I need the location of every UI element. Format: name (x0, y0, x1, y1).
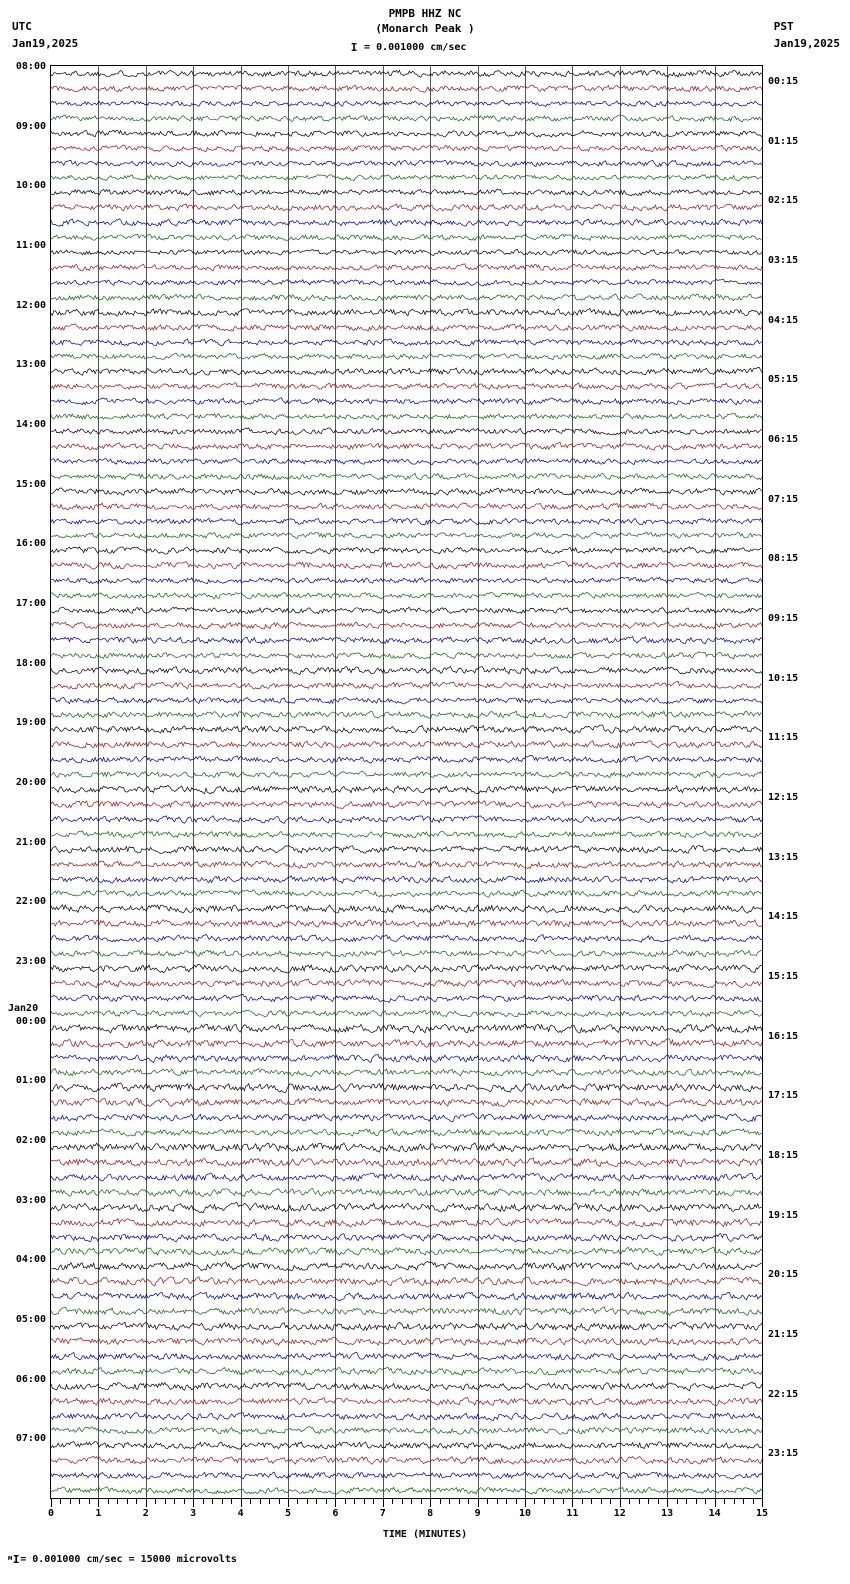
trace-row (51, 931, 762, 946)
hour-label-pst: 05:15 (768, 374, 799, 386)
x-tick-minor (174, 1499, 175, 1504)
trace-row (51, 722, 762, 737)
trace-row (51, 454, 762, 469)
x-tick-minor (639, 1499, 640, 1504)
footer-text: = 0.001000 cm/sec = 15000 microvolts (20, 1554, 237, 1565)
trace-row (51, 1170, 762, 1185)
x-tick-minor (79, 1499, 80, 1504)
hour-label-utc: 17:00 (15, 598, 46, 609)
trace-row (51, 797, 762, 812)
hour-label-pst: 16:15 (768, 1030, 799, 1042)
trace-row (51, 484, 762, 499)
x-tick-label: 9 (474, 1508, 481, 1519)
x-tick-minor (279, 1499, 280, 1504)
hour-label-utc: 20:00 (15, 777, 46, 788)
trace-row (51, 170, 762, 185)
trace-row (51, 394, 762, 409)
left-date-label: Jan19,2025 (12, 37, 79, 50)
trace-row (51, 305, 762, 320)
x-tick-minor (307, 1499, 308, 1504)
trace-row (51, 514, 762, 529)
hour-label-pst: 15:15 (768, 970, 799, 982)
trace-row (51, 961, 762, 976)
x-tick-label: 5 (284, 1508, 292, 1519)
right-date-label: Jan19,2025 (773, 37, 840, 50)
hour-label-utc: 18:00 (15, 657, 46, 669)
trace-row (51, 424, 762, 439)
trace-row (51, 1468, 762, 1483)
hour-label-pst: 20:15 (768, 1269, 799, 1281)
x-tick-minor (402, 1499, 403, 1504)
x-tick-major (193, 1499, 194, 1507)
trace-row (51, 215, 762, 230)
trace-row (51, 1304, 762, 1319)
footer-mark-icon: м (8, 1554, 13, 1562)
x-tick-minor (165, 1499, 166, 1504)
x-tick-minor (601, 1499, 602, 1504)
x-tick-minor (89, 1499, 90, 1504)
trace-row (51, 185, 762, 200)
left-timezone-label: UTC (12, 20, 32, 33)
x-tick-minor (686, 1499, 687, 1504)
trace-row (51, 886, 762, 901)
x-tick-minor (203, 1499, 204, 1504)
hour-label-pst: 21:15 (768, 1328, 799, 1340)
trace-row (51, 1095, 762, 1110)
x-tick-minor (629, 1499, 630, 1504)
x-tick-minor (212, 1499, 213, 1504)
x-tick-minor (440, 1499, 441, 1504)
hour-label-pst: 11:15 (768, 732, 799, 744)
hour-label-utc: 23:00 (15, 956, 46, 967)
trace-row (51, 290, 762, 305)
x-tick-major (146, 1499, 147, 1507)
footer-scale-note (8, 1553, 237, 1566)
x-tick-label: 3 (190, 1508, 197, 1519)
x-tick-minor (497, 1499, 498, 1504)
x-tick-label: 6 (332, 1508, 339, 1519)
trace-row (51, 245, 762, 260)
x-tick-minor (411, 1499, 412, 1504)
hour-label-utc: 13:00 (15, 359, 46, 371)
x-tick-minor (743, 1499, 744, 1504)
trace-row (51, 499, 762, 514)
hour-label-utc: 21:00 (15, 836, 46, 848)
hour-label-utc: 01:00 (15, 1075, 46, 1087)
trace-row (51, 335, 762, 350)
x-tick-label: 1 (95, 1508, 102, 1519)
x-tick-minor (582, 1499, 583, 1504)
hour-label-utc: 03:00 (15, 1194, 46, 1206)
trace-row (51, 469, 762, 484)
x-tick-major (335, 1499, 336, 1507)
x-tick-minor (222, 1499, 223, 1504)
trace-row (51, 767, 762, 782)
trace-row (51, 976, 762, 991)
trace-row (51, 200, 762, 215)
trace-row (51, 1200, 762, 1215)
x-tick-major (51, 1499, 52, 1507)
x-tick-major (98, 1499, 99, 1507)
x-tick-minor (345, 1499, 346, 1504)
trace-row (51, 1349, 762, 1364)
x-tick-label: 14 (708, 1508, 721, 1519)
trace-row (51, 1334, 762, 1349)
x-tick-major (620, 1499, 621, 1507)
hour-label-pst: 18:15 (768, 1149, 799, 1161)
x-tick-minor (117, 1499, 118, 1504)
trace-row (51, 1409, 762, 1424)
x-tick-label: 12 (613, 1508, 626, 1519)
trace-row (51, 946, 762, 961)
trace-row (51, 81, 762, 96)
hour-label-utc: 16:00 (15, 538, 46, 550)
x-tick-minor (364, 1499, 365, 1504)
hour-label-pst: 14:15 (768, 911, 799, 923)
x-tick-minor (269, 1499, 270, 1504)
station-name-label: (Monarch Peak ) (375, 22, 475, 35)
x-tick-minor (534, 1499, 535, 1504)
trace-row (51, 1110, 762, 1125)
trace-row (51, 752, 762, 767)
hour-label-utc: 19:00 (15, 717, 46, 729)
hour-label-utc: 07:00 (15, 1433, 46, 1445)
trace-row (51, 126, 762, 141)
trace-row (51, 1379, 762, 1394)
scale-legend (350, 41, 466, 54)
x-tick-minor (696, 1499, 697, 1504)
x-tick-minor (70, 1499, 71, 1504)
trace-row (51, 1185, 762, 1200)
hour-label-utc: 15:00 (15, 478, 46, 490)
x-tick-minor (753, 1499, 754, 1504)
trace-row (51, 1140, 762, 1155)
x-tick-minor (468, 1499, 469, 1504)
trace-row (51, 320, 762, 335)
station-channel-label: PMPB HHZ NC (388, 7, 462, 20)
x-tick-minor (231, 1499, 232, 1504)
header-right (774, 18, 840, 52)
x-tick-minor (250, 1499, 251, 1504)
x-tick-major (762, 1499, 763, 1507)
trace-row (51, 737, 762, 752)
scale-legend-text: = 0.001000 cm/sec (364, 42, 467, 53)
hour-label-pst: 02:15 (768, 195, 799, 207)
x-tick-major (525, 1499, 526, 1507)
trace-row (51, 96, 762, 111)
hour-label-pst: 06:15 (768, 433, 799, 445)
x-tick-major (430, 1499, 431, 1507)
trace-row (51, 573, 762, 588)
trace-row (51, 230, 762, 245)
x-axis (47, 1499, 769, 1519)
scale-bar-icon: I (350, 41, 358, 54)
hour-label-utc: 06:00 (15, 1373, 46, 1385)
x-tick-major (478, 1499, 479, 1507)
trace-row (51, 1483, 762, 1498)
hour-label-pst: 10:15 (768, 672, 799, 684)
trace-row (51, 827, 762, 842)
x-tick-minor (734, 1499, 735, 1504)
trace-row (51, 528, 762, 543)
hour-label-utc: 12:00 (15, 299, 46, 311)
x-tick-major (667, 1499, 668, 1507)
x-tick-label: 8 (427, 1508, 434, 1519)
x-tick-minor (677, 1499, 678, 1504)
header-center (0, 6, 850, 36)
hour-label-pst: 09:15 (768, 612, 799, 624)
trace-row (51, 275, 762, 290)
x-tick-minor (658, 1499, 659, 1504)
trace-row (51, 663, 762, 678)
trace-row (51, 1125, 762, 1140)
hour-label-pst: 00:15 (768, 75, 799, 87)
x-tick-major (241, 1499, 242, 1507)
x-tick-minor (316, 1499, 317, 1504)
trace-row (51, 842, 762, 857)
x-tick-minor (459, 1499, 460, 1504)
hour-label-pst: 19:15 (768, 1209, 799, 1221)
trace-row (51, 916, 762, 931)
trace-row (51, 1215, 762, 1230)
trace-row (51, 543, 762, 558)
x-tick-label: 2 (142, 1508, 149, 1519)
x-tick-minor (184, 1499, 185, 1504)
x-tick-label: 15 (755, 1508, 769, 1519)
trace-row (51, 1274, 762, 1289)
trace-row (51, 364, 762, 379)
seismogram-plot (50, 65, 763, 1499)
x-tick-minor (563, 1499, 564, 1504)
hour-label-pst: 07:15 (768, 493, 799, 505)
x-tick-label: 0 (47, 1508, 55, 1519)
x-tick-minor (373, 1499, 374, 1504)
x-tick-minor (421, 1499, 422, 1504)
trace-row (51, 857, 762, 872)
trace-row (51, 1364, 762, 1379)
x-tick-label: 7 (379, 1508, 386, 1519)
trace-row (51, 1259, 762, 1274)
trace-row (51, 707, 762, 722)
trace-row (51, 66, 762, 81)
x-tick-label: 10 (518, 1508, 532, 1519)
trace-row (51, 1021, 762, 1036)
x-tick-minor (60, 1499, 61, 1504)
trace-row (51, 812, 762, 827)
hour-label-pst: 22:15 (768, 1388, 799, 1400)
trace-row (51, 588, 762, 603)
trace-row (51, 1423, 762, 1438)
trace-row (51, 1230, 762, 1245)
hour-label-pst: 01:15 (768, 135, 799, 147)
trace-row (51, 1289, 762, 1304)
x-tick-minor (648, 1499, 649, 1504)
x-tick-minor (724, 1499, 725, 1504)
x-tick-minor (354, 1499, 355, 1504)
hour-label-pst: 08:15 (768, 553, 799, 565)
hour-label-utc: 22:00 (15, 896, 46, 908)
trace-row (51, 1051, 762, 1066)
trace-row (51, 1036, 762, 1051)
x-tick-minor (544, 1499, 545, 1504)
x-tick-major (288, 1499, 289, 1507)
hour-label-utc: 05:00 (15, 1314, 46, 1325)
x-tick-major (572, 1499, 573, 1507)
x-axis-title: TIME (MINUTES) (382, 1529, 468, 1540)
hour-label-utc: 11:00 (15, 240, 46, 251)
trace-row (51, 439, 762, 454)
hour-label-utc: 02:00 (15, 1135, 46, 1146)
x-tick-minor (108, 1499, 109, 1504)
trace-row (51, 260, 762, 275)
trace-row (51, 618, 762, 633)
x-tick-minor (449, 1499, 450, 1504)
trace-row (51, 1244, 762, 1259)
x-tick-minor (155, 1499, 156, 1504)
x-tick-minor (506, 1499, 507, 1504)
x-tick-minor (610, 1499, 611, 1504)
trace-row (51, 603, 762, 618)
x-tick-minor (136, 1499, 137, 1504)
x-tick-minor (260, 1499, 261, 1504)
trace-row (51, 1394, 762, 1409)
trace-row (51, 141, 762, 156)
trace-row (51, 111, 762, 126)
day-break-label: Jan20 (8, 1002, 39, 1014)
trace-row (51, 782, 762, 797)
x-tick-minor (127, 1499, 128, 1504)
trace-row (51, 693, 762, 708)
trace-row (51, 1319, 762, 1334)
hour-label-utc: 04:00 (15, 1254, 46, 1266)
trace-row (51, 1453, 762, 1468)
trace-row (51, 1080, 762, 1095)
hour-label-utc: 10:00 (15, 180, 46, 192)
trace-row (51, 409, 762, 424)
x-tick-minor (553, 1499, 554, 1504)
x-tick-major (383, 1499, 384, 1507)
trace-row (51, 558, 762, 573)
x-tick-minor (516, 1499, 517, 1504)
hour-label-pst: 12:15 (768, 791, 799, 803)
trace-row (51, 991, 762, 1006)
hour-label-pst: 23:15 (768, 1448, 799, 1460)
trace-row (51, 1065, 762, 1080)
x-tick-minor (326, 1499, 327, 1504)
hour-label-pst: 13:15 (768, 851, 799, 863)
hour-label-utc: 09:00 (15, 120, 46, 132)
trace-row (51, 379, 762, 394)
x-tick-minor (705, 1499, 706, 1504)
trace-row (51, 678, 762, 693)
hour-label-pst: 03:15 (768, 254, 799, 266)
trace-row (51, 1006, 762, 1021)
hour-label-utc: 08:00 (15, 61, 46, 72)
hour-label-pst: 04:15 (768, 314, 799, 326)
trace-row (51, 349, 762, 364)
x-tick-major (715, 1499, 716, 1507)
x-tick-minor (392, 1499, 393, 1504)
trace-row (51, 1155, 762, 1170)
x-tick-label: 11 (566, 1508, 579, 1519)
footer-bar-icon: I (12, 1553, 20, 1566)
x-tick-minor (591, 1499, 592, 1504)
x-tick-label: 13 (661, 1508, 674, 1519)
x-tick-label: 4 (237, 1508, 244, 1519)
x-tick-minor (297, 1499, 298, 1504)
trace-row (51, 901, 762, 916)
trace-row (51, 156, 762, 171)
trace-row (51, 1438, 762, 1453)
trace-row (51, 872, 762, 887)
hour-label-utc: 00:00 (15, 1015, 46, 1027)
hour-label-utc: 14:00 (15, 419, 46, 430)
trace-row (51, 633, 762, 648)
hour-label-pst: 17:15 (768, 1090, 799, 1102)
right-timezone-label: PST (773, 20, 794, 33)
x-tick-minor (487, 1499, 488, 1504)
trace-row (51, 648, 762, 663)
